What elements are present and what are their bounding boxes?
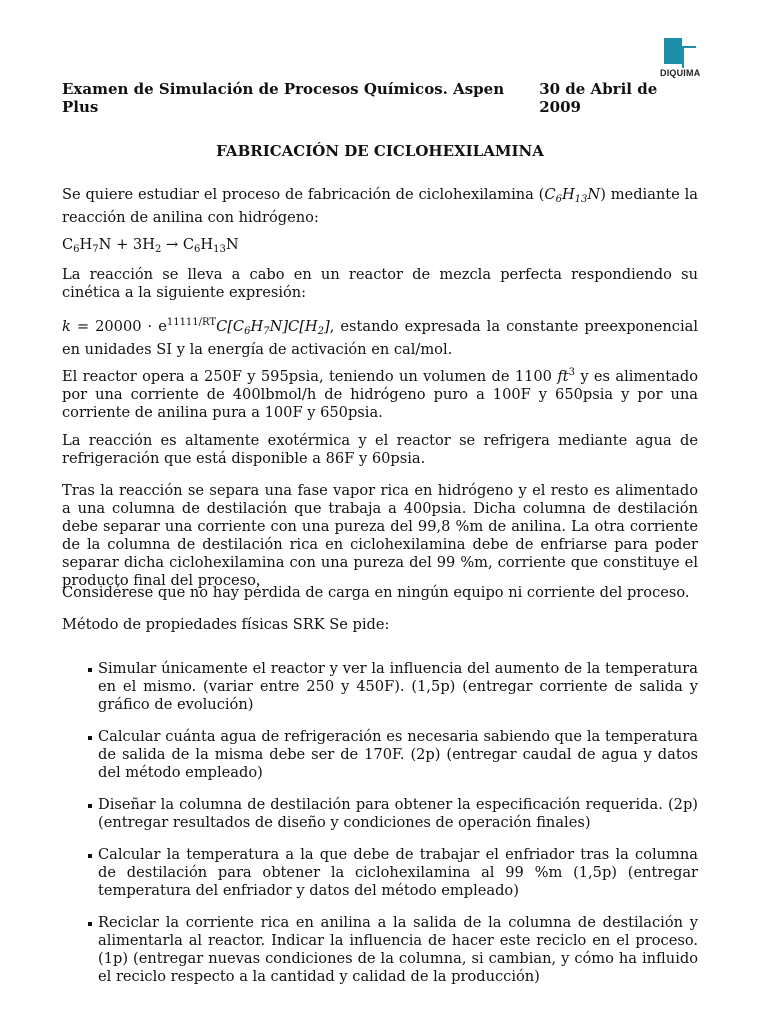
task-list — [62, 660, 698, 986]
exam-header — [62, 80, 702, 116]
task-item: Reciclar la corriente rica en anilina a la salida de la columna de destilación y alimentarla al reactor. Indicar la influencia de hacer este reciclo en el proceso. (1p) (entregar nuevas condiciones de la columna, si cambian, y cómo ha influido el reciclo respecto a la cantidad y calidad de la producción) — [62, 914, 698, 986]
reactor-conditions-paragraph: El reactor opera a 250F y 595psia, teniendo un volumen de 1100 $ft^3$ y es alimentado por una corriente de 400lbmol/h de hidrógeno puro a 100F y 650psia y por una corriente de anilina pura a 100F y 650psia. — [62, 367, 698, 421]
pressure-loss-paragraph: Considérese que no hay pérdida de carga en ningún equipo ni corriente del proceso. — [62, 584, 690, 601]
rate-expression: $C[C_6H_7N]C[H_2]$ — [216, 318, 330, 337]
method-paragraph: Método de propiedades físicas SRK Se pide: — [62, 616, 390, 633]
intro-formula: $C_6H_{13}N$ — [544, 186, 601, 205]
document-title: FABRICACIÓN DE CICLOHEXILAMINA — [216, 142, 544, 160]
rate-constant-symbol: k — [62, 318, 71, 335]
task-item: Diseñar la columna de destilación para obtener la especificación requerida. (2p) (entregar resultados de diseño y condiciones de operación finales) — [62, 796, 698, 832]
diquima-logo — [662, 38, 702, 86]
intro-text-before: Se quiere estudiar el proceso de fabricación de ciclohexilamina ( — [62, 186, 545, 203]
reaction-equation: $C_6H_7N + 3H_2 \to C_6H_{13}N$ — [62, 236, 239, 255]
kinetics-paragraph: $k = 20000 \cdot e^{11111/RT}C[C_6H_7N]C[H_2]$, estando expresada la constante preexponencial en unidades SI y la energía de activación en cal/mol. — [62, 317, 698, 358]
separation-paragraph: Tras la reacción se separa una fase vapor rica en hidrógeno y el resto es alimentado a una columna de destilación que trabaja a 400psia. Dicha columna de destilación debe separar una corriente con una pureza del 99,8 %m de anilina. La otra corriente de la columna de destilación rica en ciclohexilamina debe de enfriarse para poder separar dicha ciclohexilamina con una pureza del 99 %m, corriente que constituye el producto final del proceso. — [62, 482, 698, 589]
exam-course: Examen de Simulación de Procesos Químicos. Aspen Plus — [62, 80, 505, 116]
reactor-type-paragraph: La reacción se lleva a cabo en un reactor de mezcla perfecta respondiendo su cinética a la siguiente expresión: — [62, 266, 698, 301]
task-item: Calcular la temperatura a la que debe de trabajar el enfriador tras la columna de destilación para obtener la ciclohexilamina al 99 %m (1,5p) (entregar temperatura del enfriador y datos del método empleado) — [62, 846, 698, 900]
task-item: Calcular cuánta agua de refrigeración es necesaria sabiendo que la temperatura de salida de la misma debe ser de 170F. (2p) (entregar caudal de agua y datos del método empleado) — [62, 728, 698, 782]
intro-text-after: ) mediante la reacción de anilina con hidrógeno: — [62, 186, 699, 226]
exothermic-paragraph: La reacción es altamente exotérmica y el reactor se refrigera mediante agua de refrigeración que está disponible a 86F y 60psia. — [62, 432, 698, 467]
intro-paragraph — [62, 186, 698, 227]
logo-mark-secondary — [682, 46, 696, 68]
logo-mark — [664, 38, 682, 64]
logo-text: DIQUIMA — [660, 68, 701, 78]
exam-date: 30 de Abril de 2009 — [539, 80, 658, 116]
task-item: Simular únicamente el reactor y ver la influencia del aumento de la temperatura en el mismo. (variar entre 250 y 450F). (1,5p) (entregar corriente de salida y gráfico de evolución) — [62, 660, 698, 714]
